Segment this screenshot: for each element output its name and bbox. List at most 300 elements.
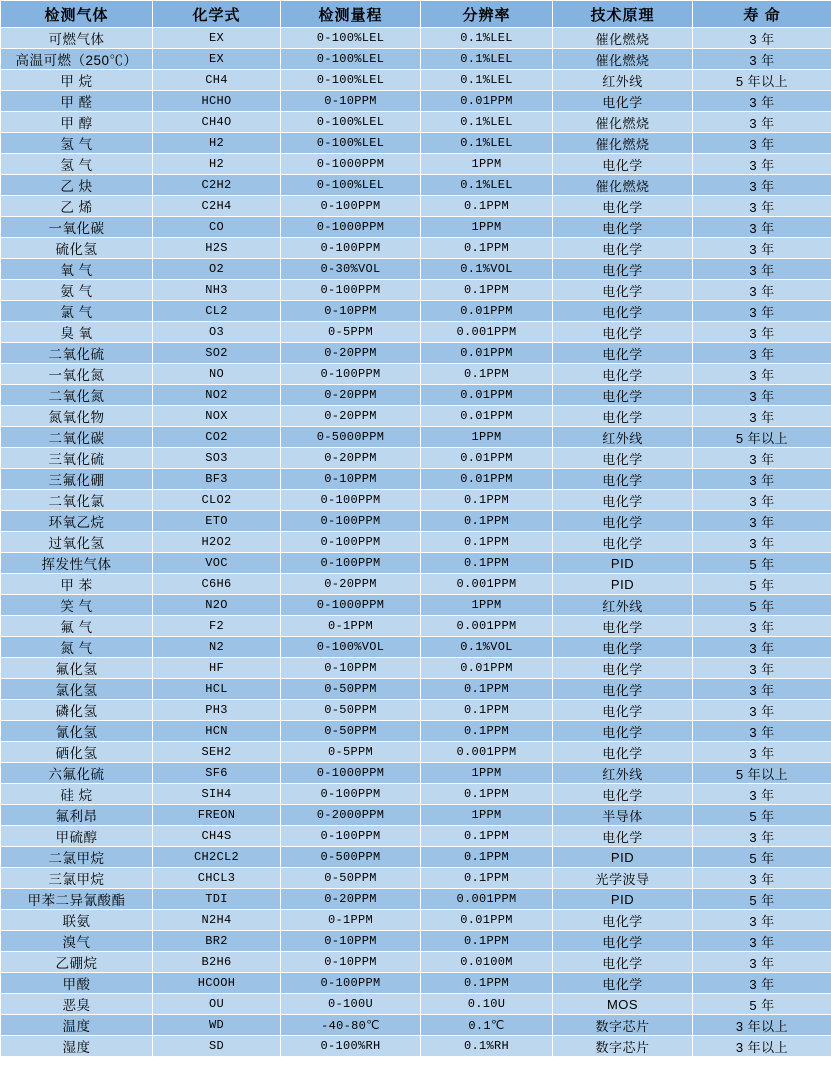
cell-principle: 电化学 (553, 259, 693, 280)
cell-range: 0-2000PPM (281, 805, 421, 826)
cell-resolution: 0.1PPM (421, 868, 553, 889)
cell-formula: PH3 (153, 700, 281, 721)
table-row (1, 679, 831, 700)
cell-resolution: 1PPM (421, 217, 553, 238)
column-header-life: 寿 命 (693, 1, 831, 28)
cell-gas: 三氧化硫 (1, 448, 153, 469)
cell-range: 0-1000PPM (281, 595, 421, 616)
table-row (1, 511, 831, 532)
table-row (1, 658, 831, 679)
cell-resolution: 1PPM (421, 763, 553, 784)
cell-range: 0-100%VOL (281, 637, 421, 658)
cell-formula: OU (153, 994, 281, 1015)
cell-range: 0-20PPM (281, 889, 421, 910)
cell-resolution: 0.0100M (421, 952, 553, 973)
cell-life: 3 年 (693, 322, 831, 343)
cell-range: 0-1PPM (281, 910, 421, 931)
cell-life: 3 年 (693, 406, 831, 427)
cell-principle: 半导体 (553, 805, 693, 826)
table-row (1, 721, 831, 742)
cell-formula: H2S (153, 238, 281, 259)
table-row (1, 238, 831, 259)
cell-formula: O3 (153, 322, 281, 343)
cell-resolution: 0.1%VOL (421, 637, 553, 658)
cell-resolution: 0.1PPM (421, 931, 553, 952)
cell-range: 0-10PPM (281, 952, 421, 973)
cell-principle: 电化学 (553, 490, 693, 511)
cell-resolution: 0.01PPM (421, 406, 553, 427)
cell-resolution: 0.1PPM (421, 238, 553, 259)
cell-range: 0-10PPM (281, 91, 421, 112)
cell-principle: 电化学 (553, 532, 693, 553)
cell-principle: 催化燃烧 (553, 175, 693, 196)
table-row (1, 385, 831, 406)
cell-life: 3 年 (693, 133, 831, 154)
cell-life: 3 年 (693, 175, 831, 196)
cell-life: 5 年 (693, 574, 831, 595)
cell-life: 3 年 (693, 112, 831, 133)
cell-resolution: 0.01PPM (421, 301, 553, 322)
cell-resolution: 0.1PPM (421, 511, 553, 532)
cell-principle: 数字芯片 (553, 1015, 693, 1036)
cell-formula: NH3 (153, 280, 281, 301)
cell-resolution: 0.1PPM (421, 700, 553, 721)
cell-life: 3 年 (693, 742, 831, 763)
cell-resolution: 0.001PPM (421, 574, 553, 595)
cell-gas: 甲 苯 (1, 574, 153, 595)
table-row (1, 91, 831, 112)
cell-resolution: 0.1PPM (421, 847, 553, 868)
cell-formula: CL2 (153, 301, 281, 322)
cell-life: 3 年 (693, 196, 831, 217)
table-row (1, 532, 831, 553)
cell-resolution: 0.1PPM (421, 532, 553, 553)
cell-resolution: 0.1PPM (421, 490, 553, 511)
cell-resolution: 0.1PPM (421, 364, 553, 385)
cell-principle: 电化学 (553, 826, 693, 847)
cell-life: 3 年 (693, 385, 831, 406)
cell-resolution: 1PPM (421, 154, 553, 175)
cell-range: -40-80℃ (281, 1015, 421, 1036)
cell-range: 0-1000PPM (281, 154, 421, 175)
cell-principle: 电化学 (553, 616, 693, 637)
cell-gas: 氟化氢 (1, 658, 153, 679)
cell-life: 3 年 (693, 154, 831, 175)
table-row (1, 889, 831, 910)
table-row (1, 805, 831, 826)
table-row (1, 490, 831, 511)
table-row (1, 931, 831, 952)
cell-principle: 电化学 (553, 679, 693, 700)
table-row (1, 616, 831, 637)
cell-resolution: 0.01PPM (421, 448, 553, 469)
cell-formula: HF (153, 658, 281, 679)
cell-gas: 二氯甲烷 (1, 847, 153, 868)
cell-range: 0-50PPM (281, 721, 421, 742)
cell-resolution: 0.01PPM (421, 910, 553, 931)
cell-principle: 电化学 (553, 637, 693, 658)
table-row (1, 154, 831, 175)
cell-resolution: 0.1PPM (421, 973, 553, 994)
cell-life: 3 年 (693, 637, 831, 658)
cell-range: 0-100PPM (281, 511, 421, 532)
cell-range: 0-10PPM (281, 301, 421, 322)
cell-life: 5 年以上 (693, 427, 831, 448)
cell-formula: VOC (153, 553, 281, 574)
cell-resolution: 0.1%VOL (421, 259, 553, 280)
cell-gas: 乙 烯 (1, 196, 153, 217)
cell-life: 3 年 (693, 49, 831, 70)
cell-resolution: 0.1PPM (421, 196, 553, 217)
cell-formula: CH4O (153, 112, 281, 133)
cell-gas: 甲苯二异氰酸酯 (1, 889, 153, 910)
cell-resolution: 0.01PPM (421, 91, 553, 112)
cell-life: 3 年 (693, 238, 831, 259)
cell-life: 5 年 (693, 595, 831, 616)
cell-gas: 甲硫醇 (1, 826, 153, 847)
cell-formula: HCOOH (153, 973, 281, 994)
cell-resolution: 0.001PPM (421, 742, 553, 763)
cell-range: 0-1000PPM (281, 763, 421, 784)
cell-gas: 温度 (1, 1015, 153, 1036)
table-row (1, 448, 831, 469)
cell-resolution: 0.1PPM (421, 280, 553, 301)
cell-formula: N2 (153, 637, 281, 658)
cell-principle: 催化燃烧 (553, 49, 693, 70)
table-row (1, 112, 831, 133)
cell-life: 3 年 (693, 910, 831, 931)
cell-principle: PID (553, 553, 693, 574)
cell-formula: HCL (153, 679, 281, 700)
cell-life: 5 年 (693, 553, 831, 574)
cell-principle: 电化学 (553, 973, 693, 994)
cell-range: 0-100%LEL (281, 49, 421, 70)
cell-resolution: 0.001PPM (421, 889, 553, 910)
table-row (1, 301, 831, 322)
cell-gas: 湿度 (1, 1036, 153, 1057)
cell-principle: 电化学 (553, 931, 693, 952)
cell-life: 5 年以上 (693, 763, 831, 784)
cell-principle: PID (553, 889, 693, 910)
cell-gas: 笑 气 (1, 595, 153, 616)
cell-principle: 电化学 (553, 385, 693, 406)
cell-formula: B2H6 (153, 952, 281, 973)
cell-range: 0-100PPM (281, 490, 421, 511)
cell-principle: 电化学 (553, 784, 693, 805)
cell-principle: 数字芯片 (553, 1036, 693, 1057)
cell-life: 3 年 (693, 784, 831, 805)
table-row (1, 427, 831, 448)
table-row (1, 952, 831, 973)
cell-life: 3 年 (693, 469, 831, 490)
cell-range: 0-100%RH (281, 1036, 421, 1057)
cell-resolution: 0.001PPM (421, 616, 553, 637)
cell-resolution: 0.1%LEL (421, 28, 553, 49)
cell-formula: CO (153, 217, 281, 238)
table-row (1, 70, 831, 91)
cell-resolution: 0.01PPM (421, 469, 553, 490)
cell-formula: EX (153, 49, 281, 70)
cell-life: 3 年 (693, 658, 831, 679)
cell-life: 3 年 (693, 448, 831, 469)
cell-gas: 高温可燃（250℃） (1, 49, 153, 70)
cell-formula: BF3 (153, 469, 281, 490)
cell-formula: CH2CL2 (153, 847, 281, 868)
cell-gas: 二氧化氮 (1, 385, 153, 406)
cell-gas: 氟 气 (1, 616, 153, 637)
cell-principle: PID (553, 574, 693, 595)
cell-resolution: 1PPM (421, 805, 553, 826)
table-row (1, 994, 831, 1015)
cell-formula: ETO (153, 511, 281, 532)
table-row (1, 406, 831, 427)
cell-range: 0-100PPM (281, 826, 421, 847)
cell-life: 3 年 (693, 28, 831, 49)
cell-life: 5 年 (693, 805, 831, 826)
cell-principle: 电化学 (553, 910, 693, 931)
cell-range: 0-100PPM (281, 280, 421, 301)
cell-formula: SD (153, 1036, 281, 1057)
cell-life: 5 年 (693, 847, 831, 868)
cell-range: 0-100PPM (281, 553, 421, 574)
cell-principle: 电化学 (553, 658, 693, 679)
table-row (1, 826, 831, 847)
cell-formula: TDI (153, 889, 281, 910)
cell-principle: 光学波导 (553, 868, 693, 889)
cell-gas: 乙 炔 (1, 175, 153, 196)
cell-formula: EX (153, 28, 281, 49)
cell-principle: 催化燃烧 (553, 112, 693, 133)
cell-gas: 二氧化硫 (1, 343, 153, 364)
column-header-principle: 技术原理 (553, 1, 693, 28)
cell-formula: CLO2 (153, 490, 281, 511)
cell-gas: 硒化氢 (1, 742, 153, 763)
cell-range: 0-20PPM (281, 406, 421, 427)
cell-gas: 氟利昂 (1, 805, 153, 826)
cell-resolution: 0.1%LEL (421, 112, 553, 133)
cell-principle: 红外线 (553, 763, 693, 784)
cell-formula: N2H4 (153, 910, 281, 931)
cell-resolution: 0.1%LEL (421, 49, 553, 70)
cell-principle: 电化学 (553, 952, 693, 973)
cell-range: 0-100PPM (281, 196, 421, 217)
table-row (1, 868, 831, 889)
cell-principle: 电化学 (553, 364, 693, 385)
cell-formula: NOX (153, 406, 281, 427)
cell-range: 0-5PPM (281, 742, 421, 763)
table-row (1, 196, 831, 217)
cell-formula: H2 (153, 133, 281, 154)
cell-formula: SF6 (153, 763, 281, 784)
cell-resolution: 1PPM (421, 427, 553, 448)
cell-principle: 电化学 (553, 217, 693, 238)
cell-principle: 催化燃烧 (553, 133, 693, 154)
cell-principle: 红外线 (553, 595, 693, 616)
cell-range: 0-20PPM (281, 385, 421, 406)
cell-life: 3 年 (693, 490, 831, 511)
cell-life: 3 年 (693, 679, 831, 700)
cell-formula: C2H4 (153, 196, 281, 217)
cell-resolution: 0.1%LEL (421, 133, 553, 154)
table-row (1, 595, 831, 616)
table-row (1, 784, 831, 805)
cell-principle: 电化学 (553, 322, 693, 343)
cell-resolution: 0.001PPM (421, 322, 553, 343)
cell-gas: 联氨 (1, 910, 153, 931)
cell-gas: 甲 醇 (1, 112, 153, 133)
cell-gas: 氮 气 (1, 637, 153, 658)
cell-gas: 氧 气 (1, 259, 153, 280)
cell-range: 0-100%LEL (281, 112, 421, 133)
table-row (1, 343, 831, 364)
cell-formula: CHCL3 (153, 868, 281, 889)
cell-life: 5 年 (693, 994, 831, 1015)
cell-gas: 一氧化碳 (1, 217, 153, 238)
cell-life: 3 年 (693, 511, 831, 532)
cell-life: 3 年 (693, 343, 831, 364)
cell-range: 0-20PPM (281, 343, 421, 364)
cell-gas: 一氧化氮 (1, 364, 153, 385)
table-row (1, 217, 831, 238)
cell-formula: BR2 (153, 931, 281, 952)
cell-gas: 甲酸 (1, 973, 153, 994)
table-row (1, 637, 831, 658)
cell-gas: 氰化氢 (1, 721, 153, 742)
cell-gas: 硅 烷 (1, 784, 153, 805)
table-row (1, 847, 831, 868)
cell-range: 0-50PPM (281, 700, 421, 721)
cell-principle: 电化学 (553, 700, 693, 721)
cell-gas: 挥发性气体 (1, 553, 153, 574)
cell-gas: 过氧化氢 (1, 532, 153, 553)
cell-life: 3 年 (693, 868, 831, 889)
cell-range: 0-100%LEL (281, 133, 421, 154)
cell-resolution: 0.1%LEL (421, 175, 553, 196)
cell-resolution: 0.1PPM (421, 826, 553, 847)
cell-life: 3 年 (693, 721, 831, 742)
cell-formula: H2O2 (153, 532, 281, 553)
cell-gas: 恶臭 (1, 994, 153, 1015)
cell-range: 0-100%LEL (281, 70, 421, 91)
cell-gas: 氮氧化物 (1, 406, 153, 427)
cell-gas: 氢 气 (1, 154, 153, 175)
cell-gas: 氯 气 (1, 301, 153, 322)
cell-gas: 甲 烷 (1, 70, 153, 91)
column-header-gas: 检测气体 (1, 1, 153, 28)
cell-range: 0-100%LEL (281, 28, 421, 49)
cell-formula: C2H2 (153, 175, 281, 196)
cell-formula: SO3 (153, 448, 281, 469)
cell-range: 0-1000PPM (281, 217, 421, 238)
cell-life: 3 年 (693, 973, 831, 994)
cell-formula: F2 (153, 616, 281, 637)
cell-principle: 电化学 (553, 196, 693, 217)
cell-range: 0-50PPM (281, 679, 421, 700)
cell-formula: H2 (153, 154, 281, 175)
cell-gas: 硫化氢 (1, 238, 153, 259)
table-row (1, 469, 831, 490)
table-header-row (1, 1, 831, 28)
cell-life: 3 年 (693, 700, 831, 721)
cell-principle: PID (553, 847, 693, 868)
cell-resolution: 0.1%LEL (421, 70, 553, 91)
cell-life: 3 年 (693, 91, 831, 112)
cell-life: 3 年 (693, 616, 831, 637)
cell-formula: C6H6 (153, 574, 281, 595)
cell-formula: CH4S (153, 826, 281, 847)
cell-resolution: 0.01PPM (421, 385, 553, 406)
cell-formula: FREON (153, 805, 281, 826)
table-row (1, 574, 831, 595)
cell-principle: 电化学 (553, 280, 693, 301)
cell-range: 0-30%VOL (281, 259, 421, 280)
cell-life: 3 年 (693, 280, 831, 301)
cell-gas: 六氟化硫 (1, 763, 153, 784)
cell-gas: 甲 醛 (1, 91, 153, 112)
table-row (1, 175, 831, 196)
table-row (1, 1036, 831, 1057)
cell-principle: 电化学 (553, 154, 693, 175)
table-row (1, 364, 831, 385)
cell-gas: 溴气 (1, 931, 153, 952)
cell-range: 0-50PPM (281, 868, 421, 889)
cell-range: 0-100PPM (281, 364, 421, 385)
cell-range: 0-10PPM (281, 931, 421, 952)
cell-life: 3 年 (693, 532, 831, 553)
cell-range: 0-10PPM (281, 469, 421, 490)
table-row (1, 322, 831, 343)
cell-resolution: 0.1PPM (421, 784, 553, 805)
cell-life: 3 年以上 (693, 1015, 831, 1036)
cell-formula: N2O (153, 595, 281, 616)
cell-formula: HCHO (153, 91, 281, 112)
cell-formula: SO2 (153, 343, 281, 364)
cell-gas: 二氧化氯 (1, 490, 153, 511)
cell-principle: 电化学 (553, 91, 693, 112)
cell-principle: 红外线 (553, 427, 693, 448)
cell-formula: SEH2 (153, 742, 281, 763)
cell-range: 0-1PPM (281, 616, 421, 637)
cell-gas: 磷化氢 (1, 700, 153, 721)
cell-resolution: 0.10U (421, 994, 553, 1015)
cell-gas: 三氯甲烷 (1, 868, 153, 889)
cell-resolution: 0.1PPM (421, 721, 553, 742)
table-row (1, 973, 831, 994)
cell-principle: 电化学 (553, 469, 693, 490)
table-row (1, 910, 831, 931)
cell-life: 3 年 (693, 826, 831, 847)
cell-range: 0-100PPM (281, 532, 421, 553)
cell-formula: SIH4 (153, 784, 281, 805)
cell-resolution: 0.01PPM (421, 658, 553, 679)
cell-gas: 环氧乙烷 (1, 511, 153, 532)
cell-principle: 电化学 (553, 343, 693, 364)
cell-principle: 电化学 (553, 721, 693, 742)
table-body (1, 28, 831, 1057)
cell-formula: NO2 (153, 385, 281, 406)
cell-life: 3 年以上 (693, 1036, 831, 1057)
cell-gas: 二氧化碳 (1, 427, 153, 448)
cell-range: 0-100PPM (281, 973, 421, 994)
cell-principle: 电化学 (553, 406, 693, 427)
cell-formula: WD (153, 1015, 281, 1036)
table-row (1, 700, 831, 721)
table-row (1, 259, 831, 280)
cell-range: 0-5000PPM (281, 427, 421, 448)
cell-gas: 三氟化硼 (1, 469, 153, 490)
cell-principle: 红外线 (553, 70, 693, 91)
cell-gas: 乙硼烷 (1, 952, 153, 973)
